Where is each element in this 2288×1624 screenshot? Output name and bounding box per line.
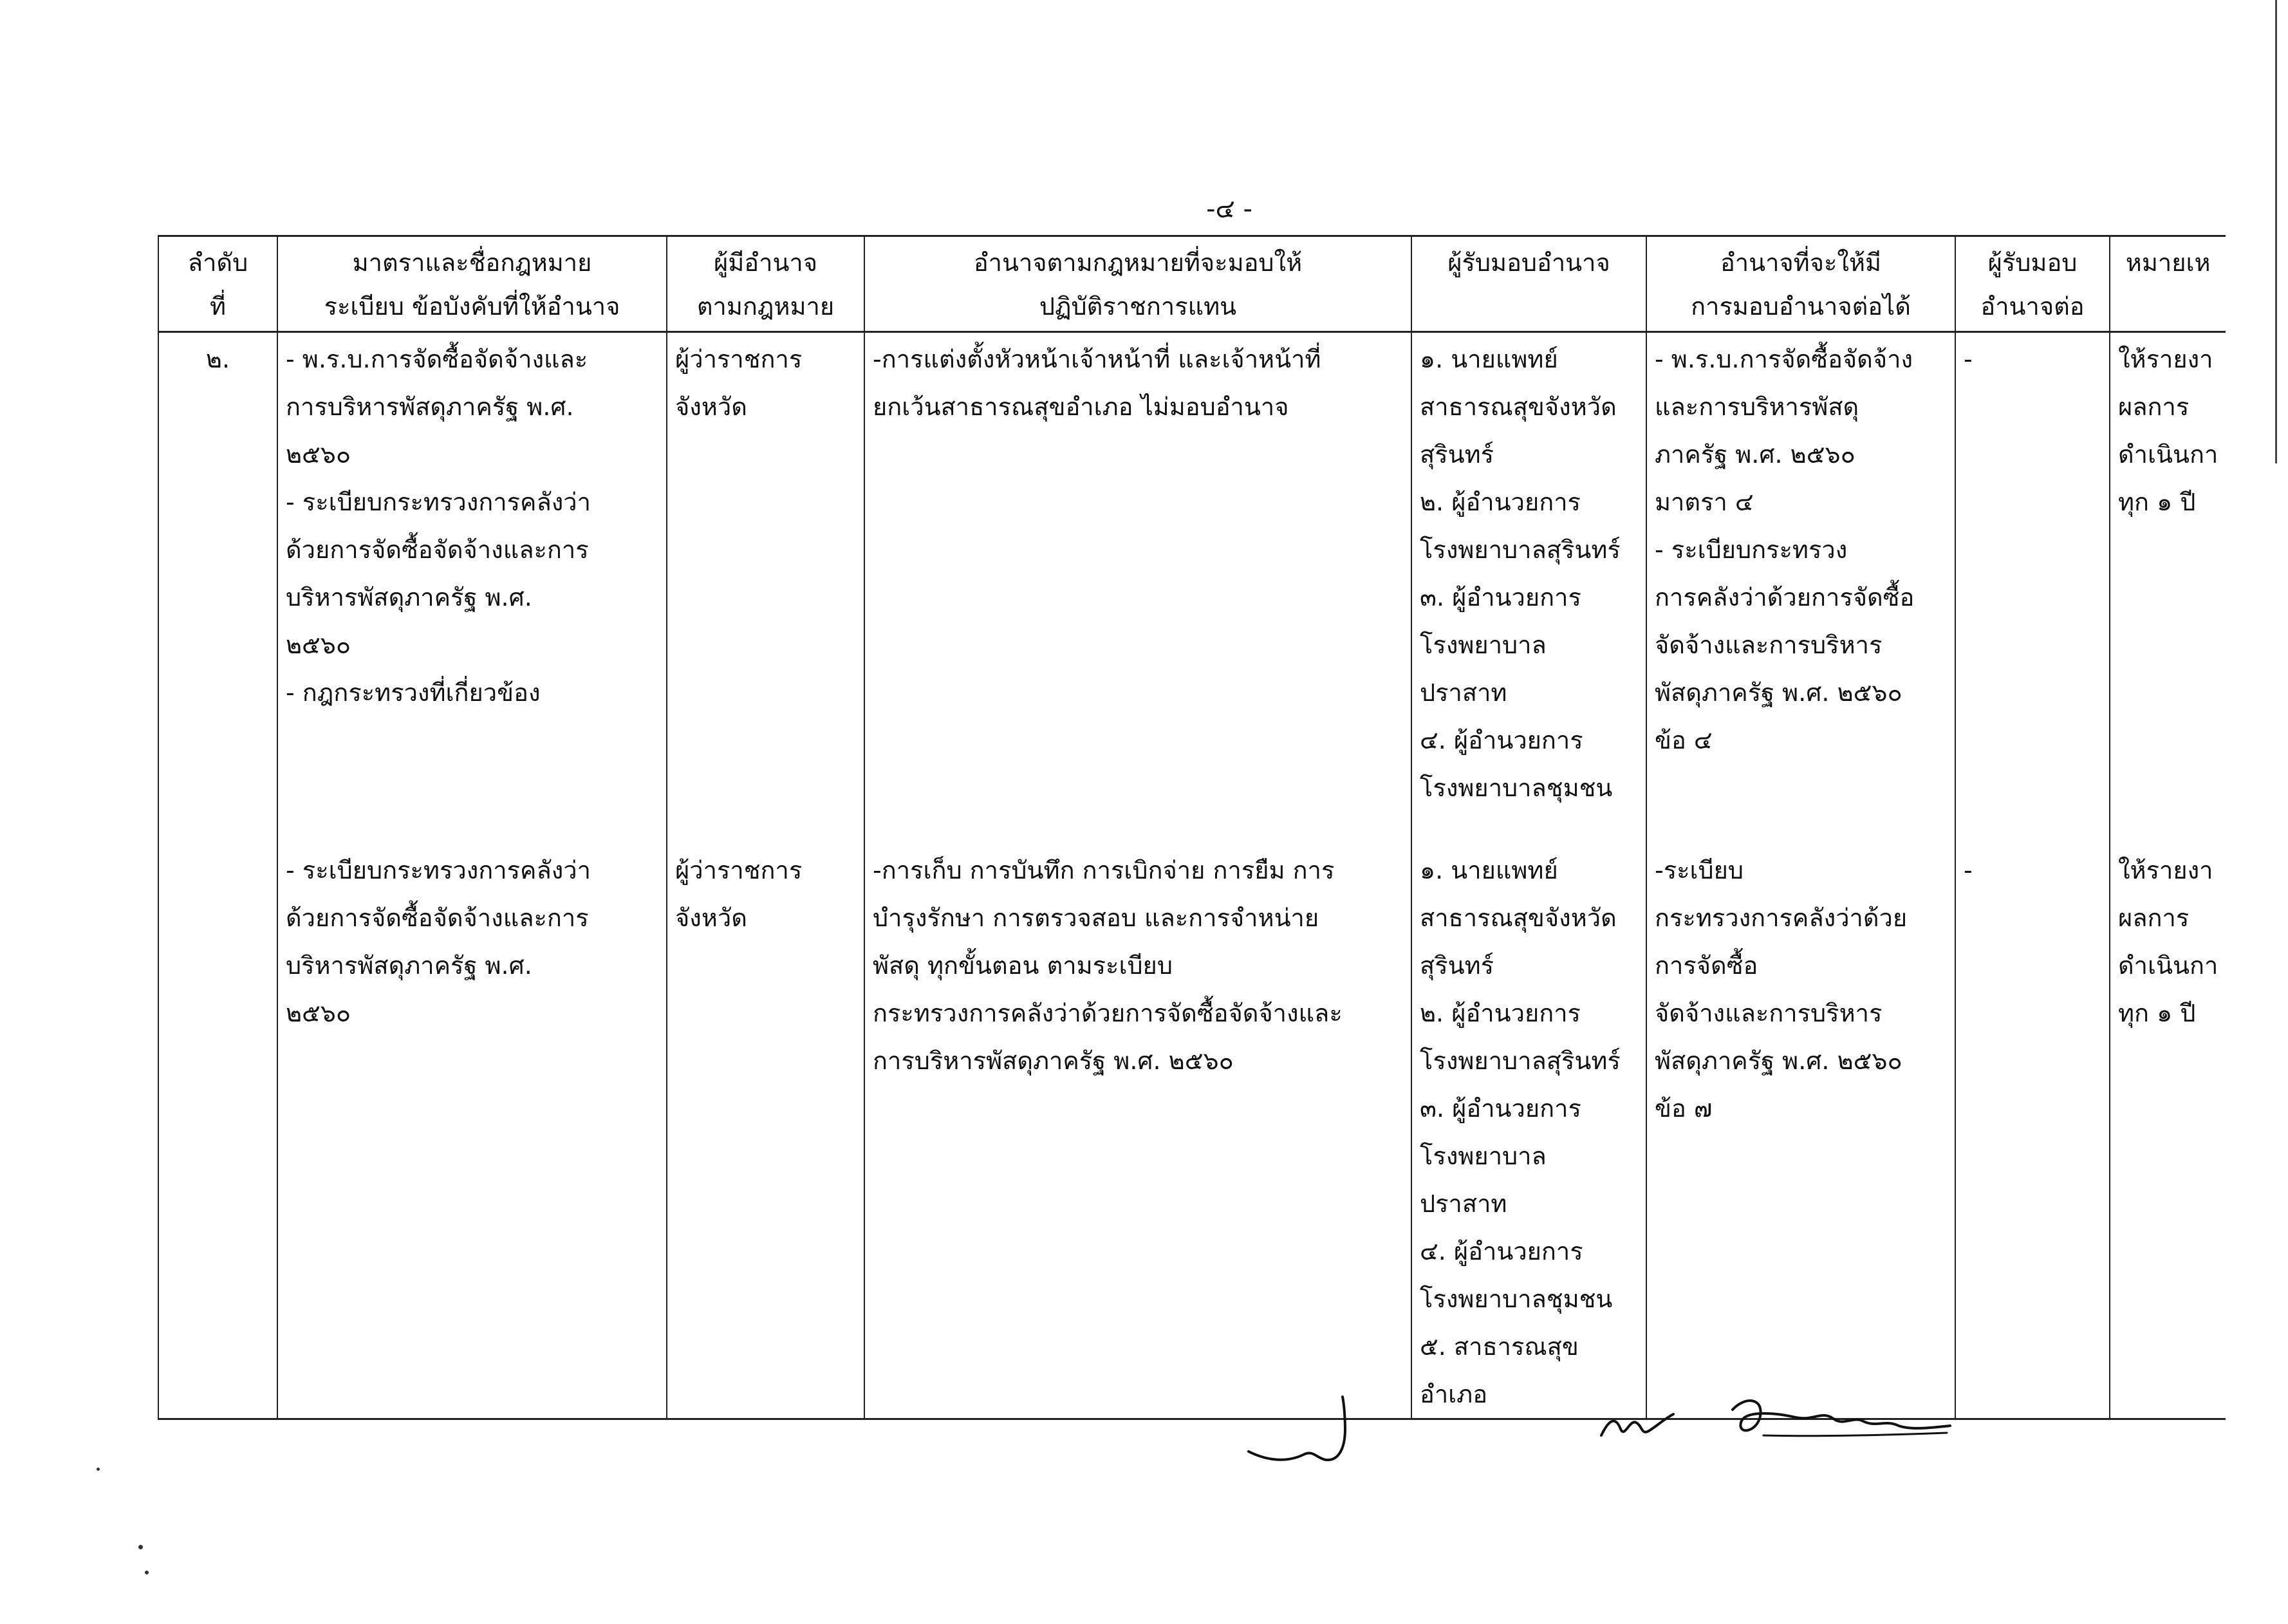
cell-remarks: ให้รายงา ผลการ ดำเนินกา ทุก ๑ ปี (2110, 332, 2226, 845)
cell-order: ๒. (158, 332, 277, 845)
cell-authority-holder: ผู้ว่าราชการ จังหวัด (667, 844, 864, 1419)
table-row (158, 332, 2226, 845)
delegation-table (158, 235, 2226, 1420)
cell-remarks: ให้รายงา ผลการ ดำเนินกา ทุก ๑ ปี (2110, 844, 2226, 1419)
cell-delegate: ๑. นายแพทย์ สาธารณสุขจังหวัด สุรินทร์ ๒. ผู้อำนวยการ โรงพยาบาลสุรินทร์ ๓. ผู้อำนวยการ โรงพยาบาล ปราสาท ๔. ผู้อำนวยการ โรงพยาบาลชุมชน (1411, 332, 1646, 845)
page-number: -๔ - (1206, 194, 1252, 224)
initial-signature-2 (1596, 1400, 1680, 1445)
cell-subdelegate: - (1955, 844, 2110, 1419)
header-delegate: ผู้รับมอบอำนาจ (1411, 236, 1646, 332)
scan-speck (97, 1468, 100, 1471)
cell-subdelegation-power: - พ.ร.บ.การจัดซื้อจัดจ้าง และการบริหารพัสดุ ภาครัฐ พ.ศ. ๒๕๖๐ มาตรา ๔ - ระเบียบกระทรวง การคลังว่าด้วยการจัดซื้อ จัดจ้างและการบริหาร พัสดุภาครัฐ พ.ศ. ๒๕๖๐ ข้อ ๔ (1646, 332, 1955, 845)
header-remarks: หมายเห (2110, 236, 2226, 332)
cell-law: - ระเบียบกระทรวงการคลังว่า ด้วยการจัดซื้อจัดจ้างและการ บริหารพัสดุภาครัฐ พ.ศ. ๒๕๖๐ (277, 844, 667, 1419)
header-law: มาตราและชื่อกฎหมาย ระเบียบ ข้อบังคับที่ให้อำนาจ (277, 236, 667, 332)
cell-law: - พ.ร.บ.การจัดซื้อจัดจ้างและ การบริหารพัสดุภาครัฐ พ.ศ. ๒๕๖๐ - ระเบียบกระทรวงการคลังว่า ด้วยการจัดซื้อจัดจ้างและการ บริหารพัสดุภาครัฐ พ.ศ. ๒๕๖๐ - กฎกระทรวงที่เกี่ยวข้อง (277, 332, 667, 845)
cell-subdelegate: - (1955, 332, 2110, 845)
header-delegated-power: อำนาจตามกฎหมายที่จะมอบให้ ปฏิบัติราชการแทน (864, 236, 1411, 332)
cell-authority-holder: ผู้ว่าราชการ จังหวัด (667, 332, 864, 845)
header-order: ลำดับ ที่ (158, 236, 277, 332)
scan-speck (145, 1571, 149, 1574)
cell-order (158, 844, 277, 1419)
initial-signature-3 (1725, 1390, 1957, 1448)
cell-delegated-power: -การเก็บ การบันทึก การเบิกจ่าย การยืม การ บำรุงรักษา การตรวจสอบ และการจำหน่าย พัสดุ ทุกขั้นตอน ตามระเบียบ กระทรวงการคลังว่าด้วยการจัดซื้อจัดจ้างและ การบริหารพัสดุภาครัฐ พ.ศ. ๒๕๖๐ (864, 844, 1411, 1419)
header-subdelegation-power: อำนาจที่จะให้มี การมอบอำนาจต่อได้ (1646, 236, 1955, 332)
header-authority-holder: ผู้มีอำนาจ ตามกฎหมาย (667, 236, 864, 332)
cell-delegated-power: -การแต่งตั้งหัวหน้าเจ้าหน้าที่ และเจ้าหน้าที่ ยกเว้นสาธารณสุขอำเภอ ไม่มอบอำนาจ (864, 332, 1411, 845)
header-subdelegate: ผู้รับมอบ อำนาจต่อ (1955, 236, 2110, 332)
cell-subdelegation-power: -ระเบียบ กระทรวงการคลังว่าด้วย การจัดซื้อ จัดจ้างและการบริหาร พัสดุภาครัฐ พ.ศ. ๒๕๖๐ ข้อ ๗ (1646, 844, 1955, 1419)
table-row (158, 844, 2226, 1419)
header-row (158, 236, 2226, 332)
cell-delegate: ๑. นายแพทย์ สาธารณสุขจังหวัด สุรินทร์ ๒. ผู้อำนวยการ โรงพยาบาลสุรินทร์ ๓. ผู้อำนวยการ โรงพยาบาล ปราสาท ๔. ผู้อำนวยการ โรงพยาบาลชุมชน ๕. สาธารณสุข อำเภอ (1411, 844, 1646, 1419)
scan-edge (2275, 0, 2277, 463)
initial-signature-1 (1242, 1390, 1371, 1474)
scan-speck (138, 1545, 143, 1549)
